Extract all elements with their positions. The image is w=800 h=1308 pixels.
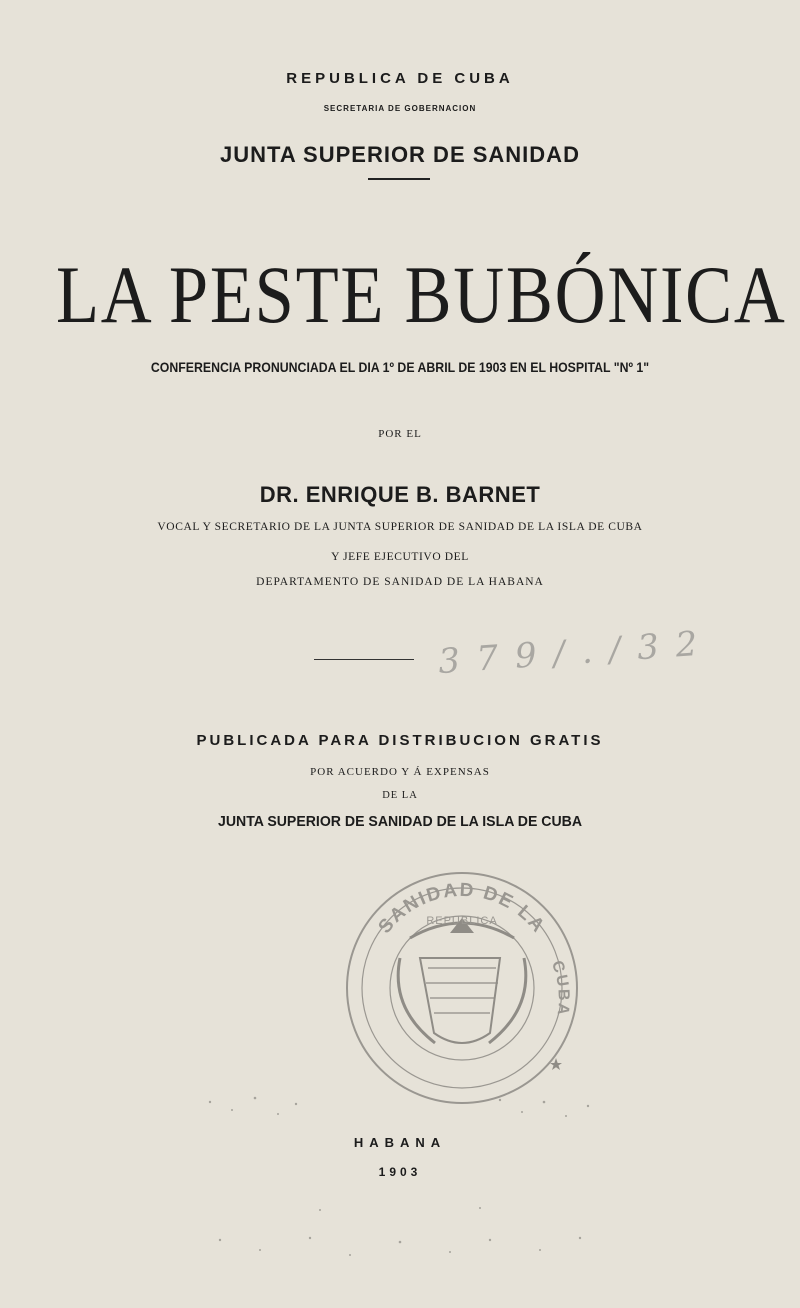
republic-heading: REPUBLICA DE CUBA [286,70,514,87]
publication-line-1: PUBLICADA PARA DISTRIBUCION GRATIS [196,732,604,749]
seal-side-text: CUBA [547,958,572,1018]
by-label: POR EL [378,428,422,440]
imprint-year: 1903 [378,1165,422,1179]
seal-emblem-icon [398,918,562,1070]
secretaria-heading: SECRETARIA DE GOBERNACION [323,104,477,113]
imprint-city: HABANA [353,1135,447,1150]
author-role-line-3: DEPARTAMENTO DE SANIDAD DE LA HABANA [256,576,544,588]
publication-line-2: POR ACUERDO Y Á EXPENSAS [310,766,490,778]
publication-line-4: JUNTA SUPERIOR DE SANIDAD DE LA ISLA DE CUBA [217,813,583,830]
svg-text:CUBA [548,959,572,1018]
publication-line-3: DE LA [382,790,418,801]
author-role-line-1: VOCAL Y SECRETARIO DE LA JUNTA SUPERIOR DE SANIDAD DE LA ISLA DE CUBA [157,521,643,533]
author-name: DR. ENRIQUE B. BARNET [259,482,541,507]
conference-subtitle: CONFERENCIA PRONUNCIADA EL DIA 1º DE ABRIL DE 1903 EN EL HOSPITAL "Nº 1" [150,359,650,375]
section-divider [314,659,414,660]
junta-heading: JUNTA SUPERIOR DE SANIDAD [220,142,580,167]
heading-divider [368,178,430,180]
seal-inner-text: REPUBLICA [426,915,498,927]
author-role-line-2: Y JEFE EJECUTIVO DEL [331,551,469,563]
seal-top-text: SANIDAD DE LA [374,879,550,938]
page-title: LA PESTE BUBÓNICA [56,249,787,340]
handwritten-catalog-number: 3 7 9 / . / 3 2 [436,623,702,683]
bleed-through-speckles [200,1090,600,1270]
